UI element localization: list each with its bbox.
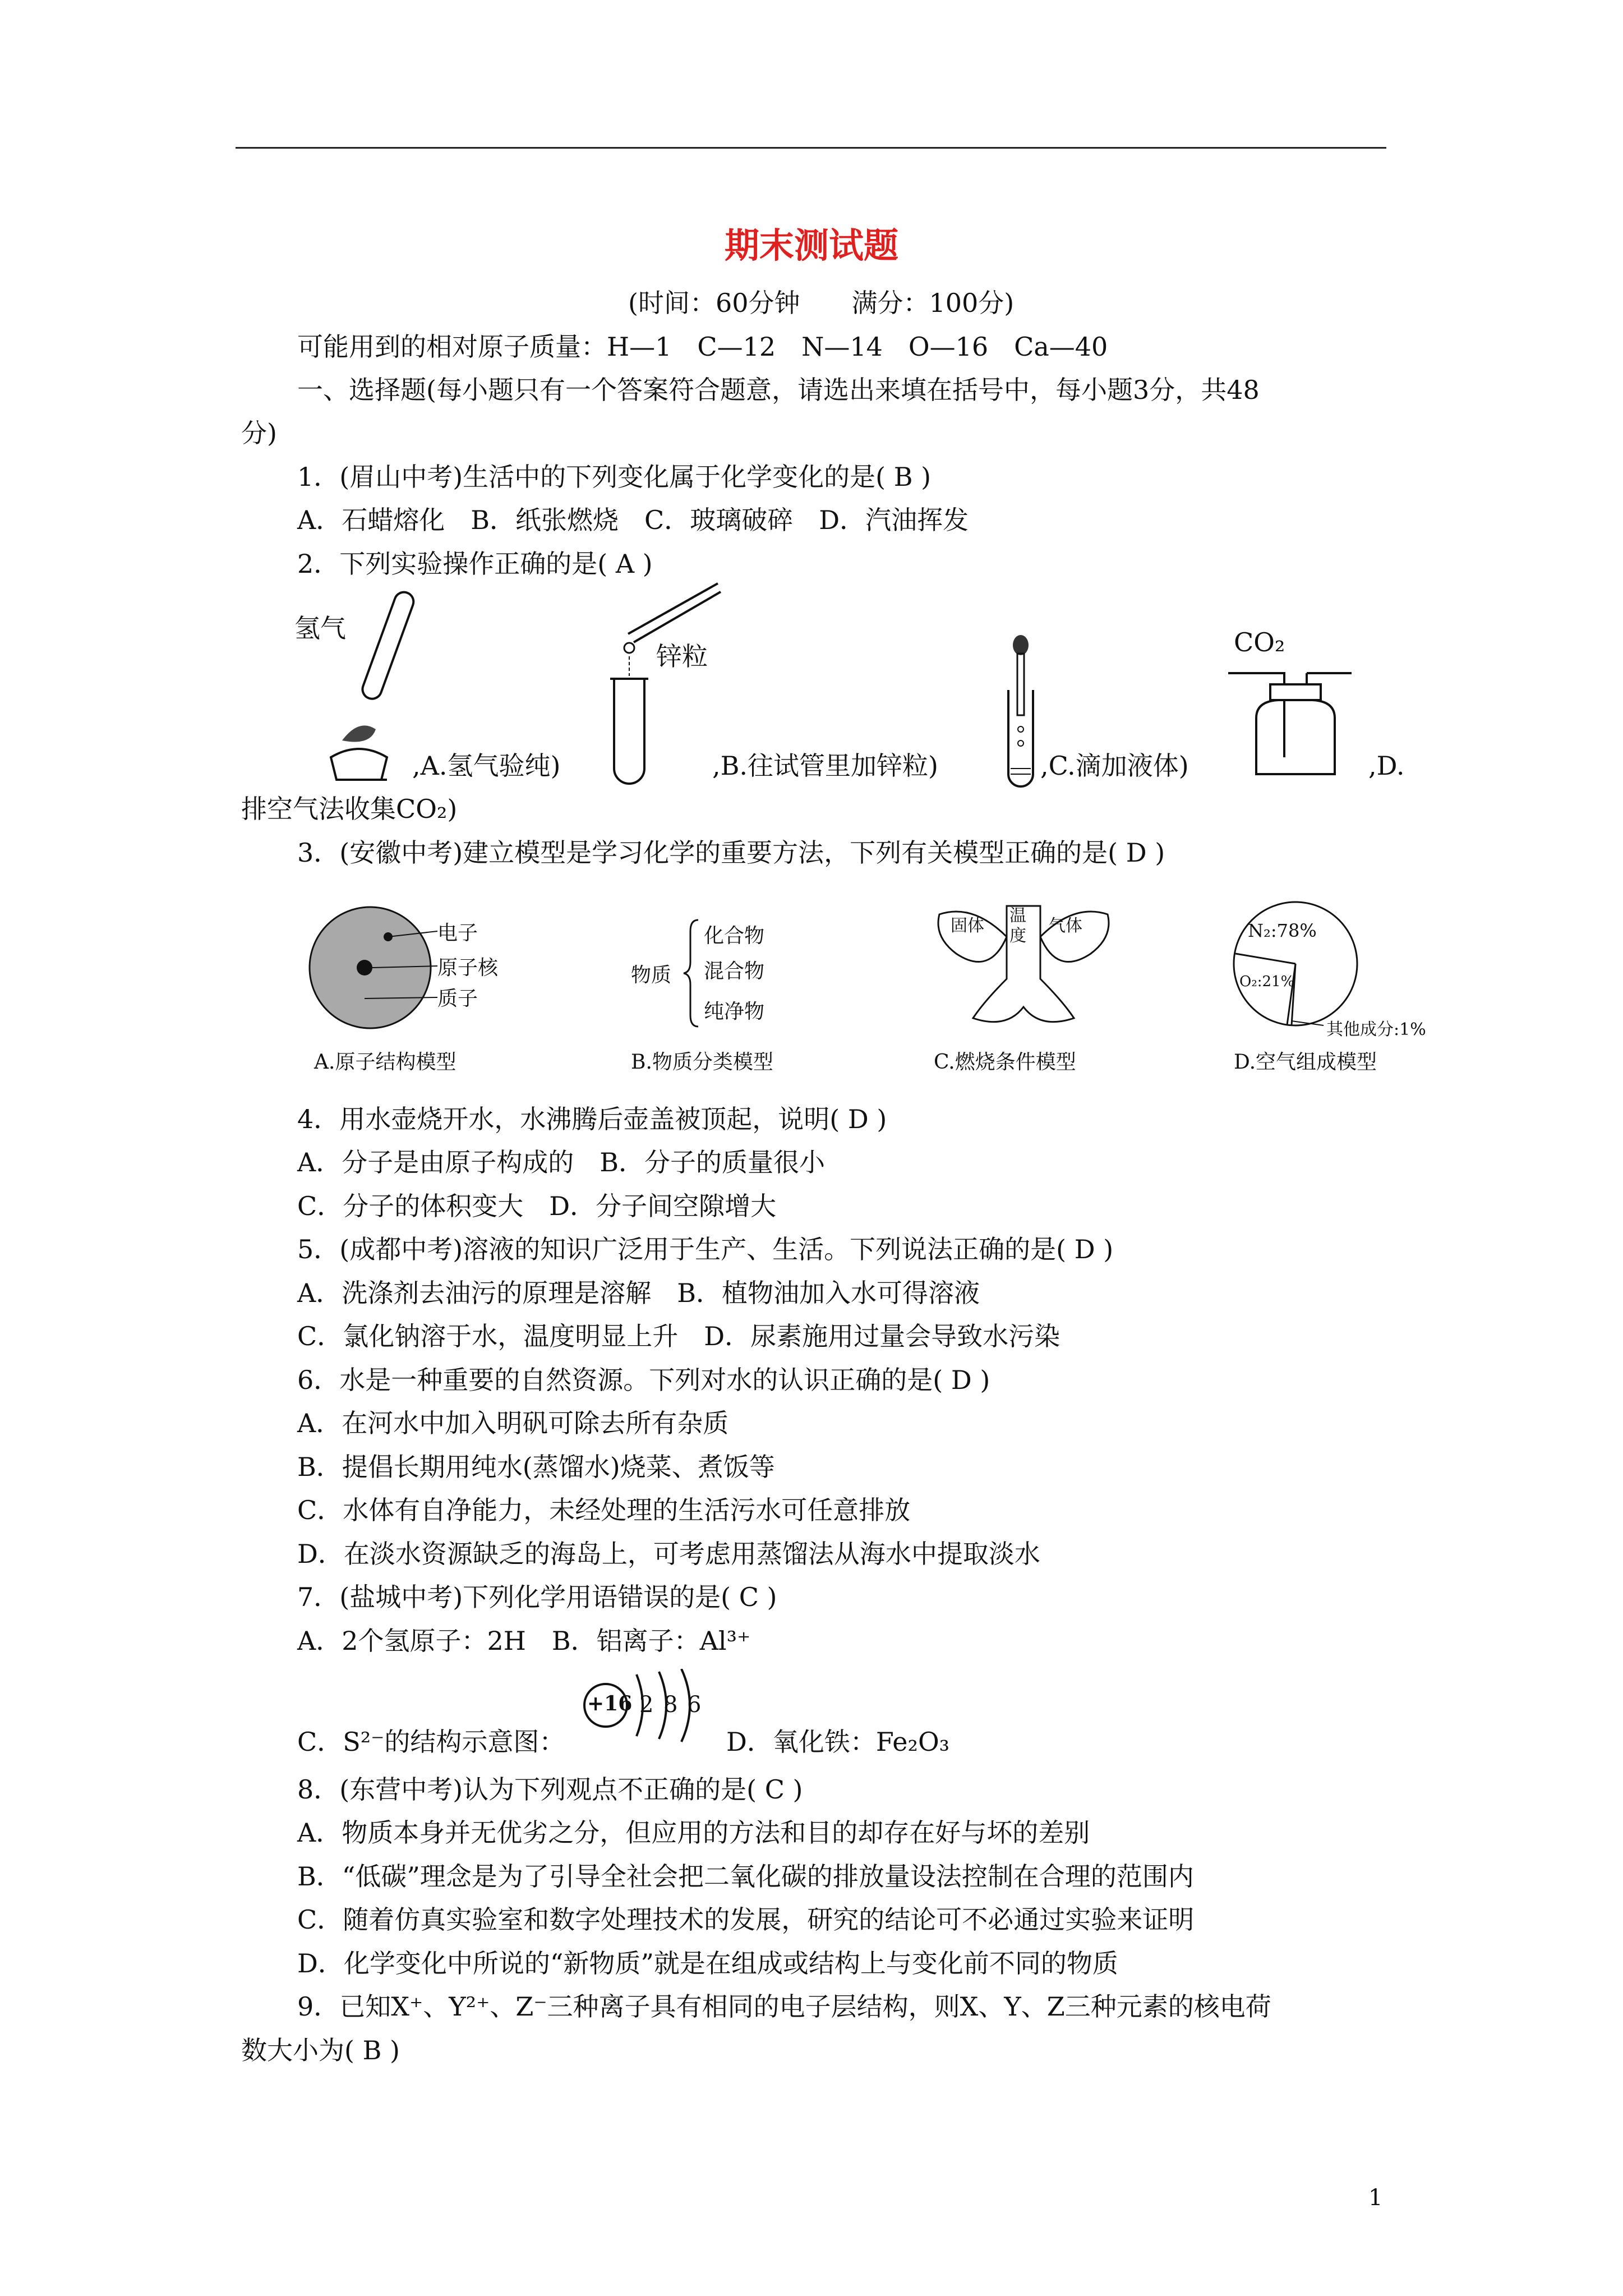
caption-atom-model: A.原子结构模型 xyxy=(314,1051,457,1074)
section-heading: 一、选择题(每小题只有一个答案符合题意，请选出来填在括号中，每小题3分，共48 xyxy=(297,375,1260,405)
q7-option-c: C．S²⁻的结构示意图： xyxy=(297,1727,565,1757)
label-other: 其他成分:1% xyxy=(1326,1020,1426,1039)
page-title: 期末测试题 xyxy=(724,225,898,266)
top-rule xyxy=(236,147,1386,149)
q7-stem: 7．(盐城中考)下列化学用语错误的是( C ) xyxy=(297,1582,777,1612)
q8-option-a: A．物质本身并无优劣之分，但应用的方法和目的却存在好与坏的差别 xyxy=(297,1818,1090,1848)
q9-stem-cont: 数大小为( B ) xyxy=(241,2035,400,2065)
label-solid: 固体 xyxy=(951,916,984,936)
page-number: 1 xyxy=(1368,2185,1383,2211)
q3-stem: 3．(安徽中考)建立模型是学习化学的重要方法，下列有关模型正确的是( D ) xyxy=(297,838,1165,868)
q1-options: A．石蜡熔化 B．纸张燃烧 C．玻璃破碎 D．汽油挥发 xyxy=(297,505,969,535)
label-gas: 气体 xyxy=(1049,916,1082,936)
q2-stem: 2．下列实验操作正确的是( A ) xyxy=(297,549,653,579)
q8-option-d: D．化学变化中所说的“新物质”就是在组成或结构上与变化前不同的物质 xyxy=(297,1948,1118,1978)
q6-option-b: B．提倡长期用纯水(蒸馏水)烧菜、煮饭等 xyxy=(297,1452,775,1482)
caption-d-cont: 排空气法收集CO₂) xyxy=(241,794,458,824)
gas-bottle-figure xyxy=(1223,651,1368,785)
atomic-masses: 可能用到的相对原子质量：H—1 C—12 N—14 O—16 Ca—40 xyxy=(297,332,1108,362)
caption-d: ,D. xyxy=(1368,751,1405,781)
dropper-figure xyxy=(998,634,1043,791)
q1-stem: 1．(眉山中考)生活中的下列变化属于化学变化的是( B ) xyxy=(297,462,932,492)
caption-b: ,B.往试管里加锌粒) xyxy=(712,751,938,781)
q6-stem: 6．水是一种重要的自然资源。下列对水的认识正确的是( D ) xyxy=(297,1365,990,1395)
label-temperature: 温度 xyxy=(1009,906,1026,946)
label-co2: CO₂ xyxy=(1234,627,1285,657)
label-matter: 物质 xyxy=(631,964,672,987)
q4-stem: 4．用水壶烧开水，水沸腾后壶盖被顶起，说明( D ) xyxy=(297,1104,887,1134)
caption-air-model: D.空气组成模型 xyxy=(1234,1051,1377,1074)
q7-options-ab: A．2个氢原子：2H B．铝离子：Al³⁺ xyxy=(297,1626,751,1656)
shell-3: 6 xyxy=(687,1692,702,1718)
q6-option-c: C．水体有自净能力，未经处理的生活污水可任意排放 xyxy=(297,1495,911,1525)
q5-options-cd: C．氯化钠溶于水，温度明显上升 D．尿素施用过量会导致水污染 xyxy=(297,1321,1061,1351)
atom-model-figure xyxy=(303,898,449,1043)
shell-2: 8 xyxy=(663,1692,678,1718)
air-pie-figure xyxy=(1225,898,1371,1032)
caption-a: ,A.氢气验纯) xyxy=(412,751,561,781)
q8-stem: 8．(东营中考)认为下列观点不正确的是( C ) xyxy=(297,1774,803,1805)
label-mixture: 混合物 xyxy=(704,960,765,983)
label-o2: O₂:21% xyxy=(1239,973,1295,990)
caption-matter-model: B.物质分类模型 xyxy=(631,1051,773,1074)
label-proton: 质子 xyxy=(437,987,478,1010)
shell-1: 2 xyxy=(639,1692,654,1718)
section-heading-cont: 分) xyxy=(241,418,277,448)
caption-c: ,C.滴加液体) xyxy=(1040,751,1189,781)
brace-figure xyxy=(681,917,704,1029)
q8-option-b: B．“低碳”理念是为了引导全社会把二氧化碳的排放量设法控制在合理的范围内 xyxy=(297,1861,1194,1892)
label-nucleus: 原子核 xyxy=(437,956,499,979)
exam-info: (时间：60分钟 满分：100分) xyxy=(628,288,1015,318)
label-electron: 电子 xyxy=(437,922,478,945)
q9-stem: 9．已知X⁺、Y²⁺、Z⁻三种离子具有相同的电子层结构，则X、Y、Z三种元素的核电荷 xyxy=(297,1991,1271,2022)
label-compound: 化合物 xyxy=(704,924,765,947)
q7-option-d: D．氧化铁：Fe₂O₃ xyxy=(726,1727,950,1757)
label-zinc: 锌粒 xyxy=(656,641,708,671)
q6-option-d: D．在淡水资源缺乏的海岛上，可考虑用蒸馏法从海水中提取淡水 xyxy=(297,1539,1040,1569)
caption-combustion-model: C.燃烧条件模型 xyxy=(934,1051,1076,1074)
label-pure: 纯净物 xyxy=(704,1000,765,1023)
q8-option-c: C．随着仿真实验室和数字处理技术的发展，研究的结论可不必通过实验来证明 xyxy=(297,1904,1195,1935)
q5-stem: 5．(成都中考)溶液的知识广泛用于生产、生活。下列说法正确的是( D ) xyxy=(297,1234,1114,1264)
q4-options-ab: A．分子是由原子构成的 B．分子的质量很小 xyxy=(297,1147,826,1177)
label-n2: N₂:78% xyxy=(1248,920,1317,941)
label-hydrogen: 氢气 xyxy=(294,613,346,643)
q4-options-cd: C．分子的体积变大 D．分子间空隙增大 xyxy=(297,1191,777,1221)
nucleus-charge: +16 xyxy=(587,1692,633,1715)
q5-options-ab: A．洗涤剂去油污的原理是溶解 B．植物油加入水可得溶液 xyxy=(297,1278,980,1308)
q6-option-a: A．在河水中加入明矾可除去所有杂质 xyxy=(297,1408,729,1438)
